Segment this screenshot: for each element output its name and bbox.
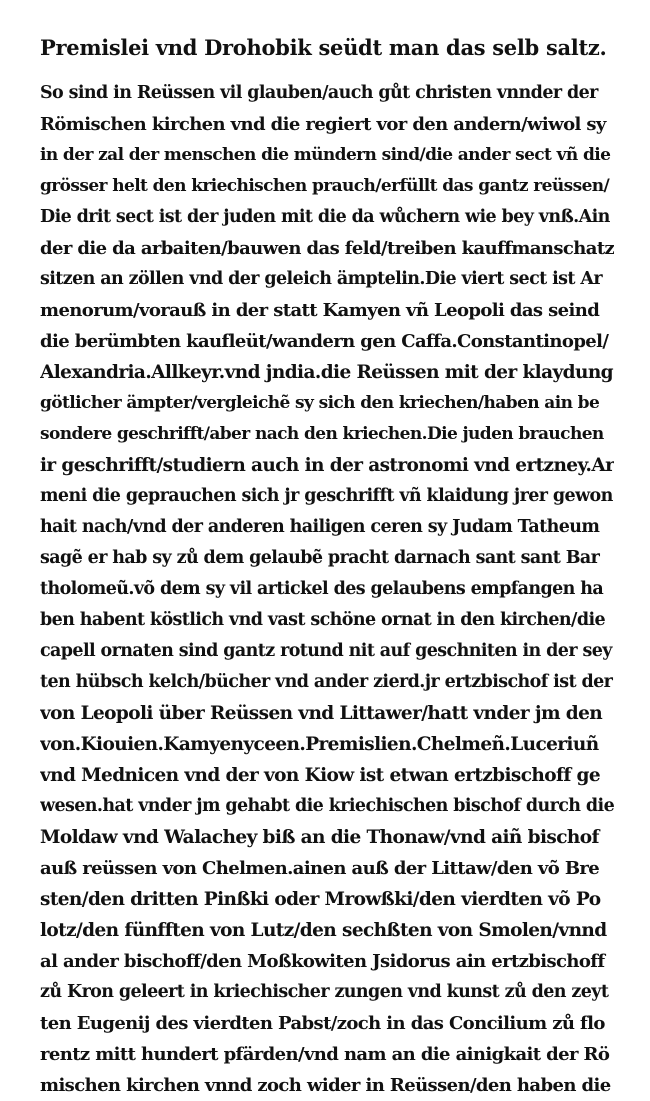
text-line: sitzen an zöllen vnd der geleich ämptelin.Die viert sect ist Ar — [40, 269, 602, 289]
text-line: ten Eugenij des vierdten Pabst/zoch in das Concilium zů flo — [40, 1013, 605, 1034]
text-line: vnd Mednicen vnd der von Kiow ist etwan ertzbischoff ge — [40, 765, 601, 786]
text-line: ir geschrifft/studiern auch in der astronomi vnd ertzney.Ar — [40, 455, 614, 476]
text-line: ten hübsch kelch/bücher vnd ander zierd.jr ertzbischof ist der — [40, 672, 613, 692]
text-line: Römischen kirchen vnd die regiert vor den andern/wiwol sy — [40, 114, 606, 135]
text-line: rentz mitt hundert pfärden/vnd nam an die ainigkait der Rö — [40, 1044, 610, 1065]
text-line: sten/den dritten Pinßki oder Mrowßki/den vierdten võ Po — [40, 889, 601, 910]
text-line: Die drit sect ist der juden mit die da wůchern wie bey vnß.Ain — [40, 207, 610, 227]
text-line: in der zal der menschen die mündern sind/die ander sect vñ die — [40, 145, 611, 165]
text-line: der die da arbaiten/bauwen das feld/treiben kauffmanschatz — [40, 238, 614, 259]
text-line: wesen.hat vnder jm gehabt die kriechischen bischof durch die — [40, 796, 614, 816]
text-line: menorum/vorauß in der statt Kamyen vñ Leopoli das seind — [40, 300, 600, 321]
text-line: Alexandria.Allkeyr.vnd jndia.die Reüssen mit der klaydung — [40, 362, 614, 383]
text-line: auß reüssen von Chelmen.ainen auß der Littaw/den võ Bre — [40, 858, 600, 879]
text-line: die berümbten kaufleüt/wandern gen Caffa.Constantinopel/ — [40, 331, 609, 352]
text-line: meni die geprauchen sich jr geschrifft vñ klaidung jrer gewon — [40, 486, 613, 506]
text-line: capell ornaten sind gantz rotund nit auf geschniten in der sey — [40, 641, 612, 661]
text-line: mischen kirchen vnnd zoch wider in Reüssen/den haben die — [40, 1075, 611, 1096]
text-line: von Leopoli über Reüssen vnd Littawer/hatt vnder jm den — [40, 703, 603, 724]
text-line: grösser helt den kriechischen prauch/erfüllt das gantz reüssen/ — [40, 176, 610, 196]
body-text — [40, 78, 614, 1101]
text-line: hait nach/vnd der anderen hailigen ceren sy Judam Tatheum — [40, 517, 600, 537]
text-line: tholomeũ.võ dem sy vil artickel des gelaubens empfangen ha — [40, 579, 604, 599]
text-line: götlicher ämpter/vergleichẽ sy sich den kriechen/haben ain be — [40, 393, 600, 413]
text-line: sagẽ er hab sy zů dem gelaubẽ pracht darnach sant sant Bar — [40, 548, 600, 568]
text-line: So sind in Reüssen vil glauben/auch gůt christen vnnder der — [40, 83, 598, 103]
heading-line: Premislei vnd Drohobik seüdt man das selb saltz. — [40, 35, 607, 60]
text-line: ben habent köstlich vnd vast schöne ornat in den kirchen/die — [40, 610, 606, 630]
text-line: von.Kiouien.Kamyenyceen.Premislien.Chelmeñ.Luceriuñ — [40, 734, 599, 755]
text-line: zů Kron geleert in kriechischer zungen vnd kunst zů den zeyt — [40, 982, 609, 1002]
text-line: Moldaw vnd Walachey biß an die Thonaw/vnd aiñ bischof — [40, 827, 599, 848]
text-line: al ander bischoff/den Moßkowiten Jsidorus ain ertzbischoff — [40, 951, 605, 972]
text-line: lotz/den fünfften von Lutz/den sechßten von Smolen/vnnd — [40, 920, 607, 941]
text-line: sondere geschrifft/aber nach den kriechen.Die juden brauchen — [40, 424, 604, 444]
